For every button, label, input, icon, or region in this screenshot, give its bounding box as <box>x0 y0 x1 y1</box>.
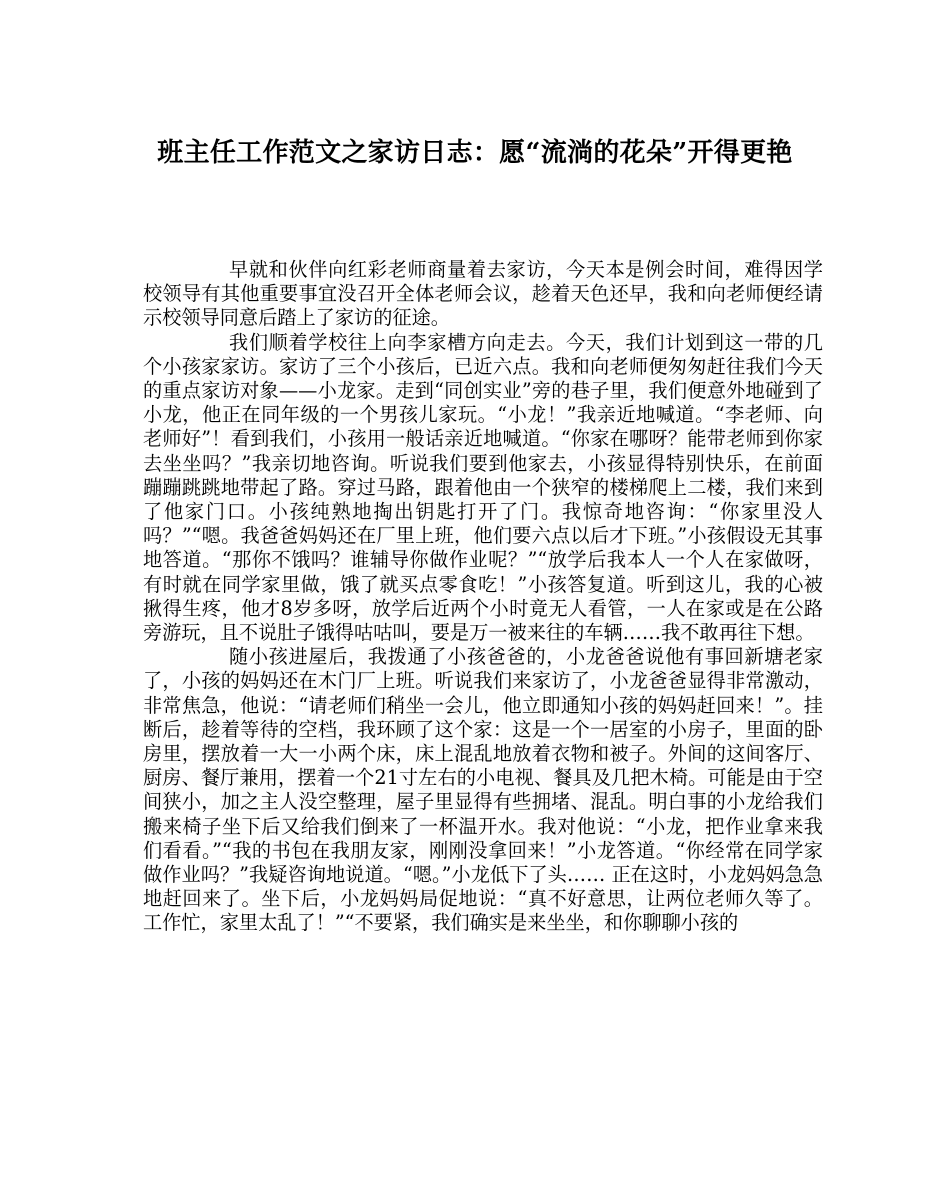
paragraph: 随小孩进屋后，我拨通了小孩爸爸的，小龙爸爸说他有事回新塘老家了，小孩的妈妈还在木门厂上班。听说我们来家访了，小龙爸爸显得非常激动，非常焦急，他说：“请老师们稍坐一会儿，他立即通知小孩的妈妈赶回来！”。挂断后，趁着等待的空档，我环顾了这个家：这是一个一居室的小房子，里面的卧房里，摆放着一大一小两个床，床上混乱地放着衣物和被子。外间的这间客厅、厨房、餐厅兼用，摆着一个21寸左右的小电视、餐具及几把木椅。可能是由于空间狭小，加之主人没空整理，屋子里显得有些拥堵、混乱。明白事的小龙给我们搬来椅子坐下后又给我们倒来了一杯温开水。我对他说：“小龙，把作业拿来我们看看。”“我的书包在我朋友家，刚刚没拿回来！”小龙答道。“你经常在同学家做作业吗？”我疑咨询地说道。“嗯。”小龙低下了头…… 正在这时，小龙妈妈急急地赶回来了。坐下后，小龙妈妈局促地说：“真不好意思，让两位老师久等了。工作忙，家里太乱了！”“不要紧，我们确实是来坐坐，和你聊聊小孩的 <box>143 645 823 935</box>
paragraph: 我们顺着学校往上向李家槽方向走去。今天，我们计划到这一带的几个小孩家家访。家访了三个小孩后，已近六点。我和向老师便匆匆赶往我们今天的重点家访对象——小龙家。走到“同创实业”旁的巷子里，我们便意外地碰到了小龙，他正在同年级的一个男孩儿家玩。“小龙！”我亲近地喊道。“李老师、向老师好”！看到我们，小孩用一般话亲近地喊道。“你家在哪呀？能带老师到你家去坐坐吗？”我亲切地咨询。听说我们要到他家去，小孩显得特别快乐，在前面蹦蹦跳跳地带起了路。穿过马路，跟着他由一个狭窄的楼梯爬上二楼，我们来到了他家门口。小孩纯熟地掏出钥匙打开了门。我惊奇地咨询：“你家里没人吗？”“嗯。我爸爸妈妈还在厂里上班，他们要六点以后才下班。”小孩假设无其事地答道。“那你不饿吗？谁辅导你做作业呢？”“放学后我本人一个人在家做呀，有时就在同学家里做，饿了就买点零食吃！”小孩答复道。听到这儿，我的心被揪得生疼，他才8岁多呀，放学后近两个小时竟无人看管，一人在家或是在公路旁游玩，且不说肚子饿得咕咕叫，要是万一被来往的车辆……我不敢再往下想。 <box>143 330 823 645</box>
document-body <box>143 258 823 936</box>
document-title: 班主任工作范文之家访日志：愿“流淌的花朵”开得更艳 <box>157 138 793 168</box>
paragraph: 早就和伙伴向红彩老师商量着去家访，今天本是例会时间，难得因学校领导有其他重要事宜没召开全体老师会议，趁着天色还早，我和向老师便经请示校领导同意后踏上了家访的征途。 <box>143 258 823 330</box>
